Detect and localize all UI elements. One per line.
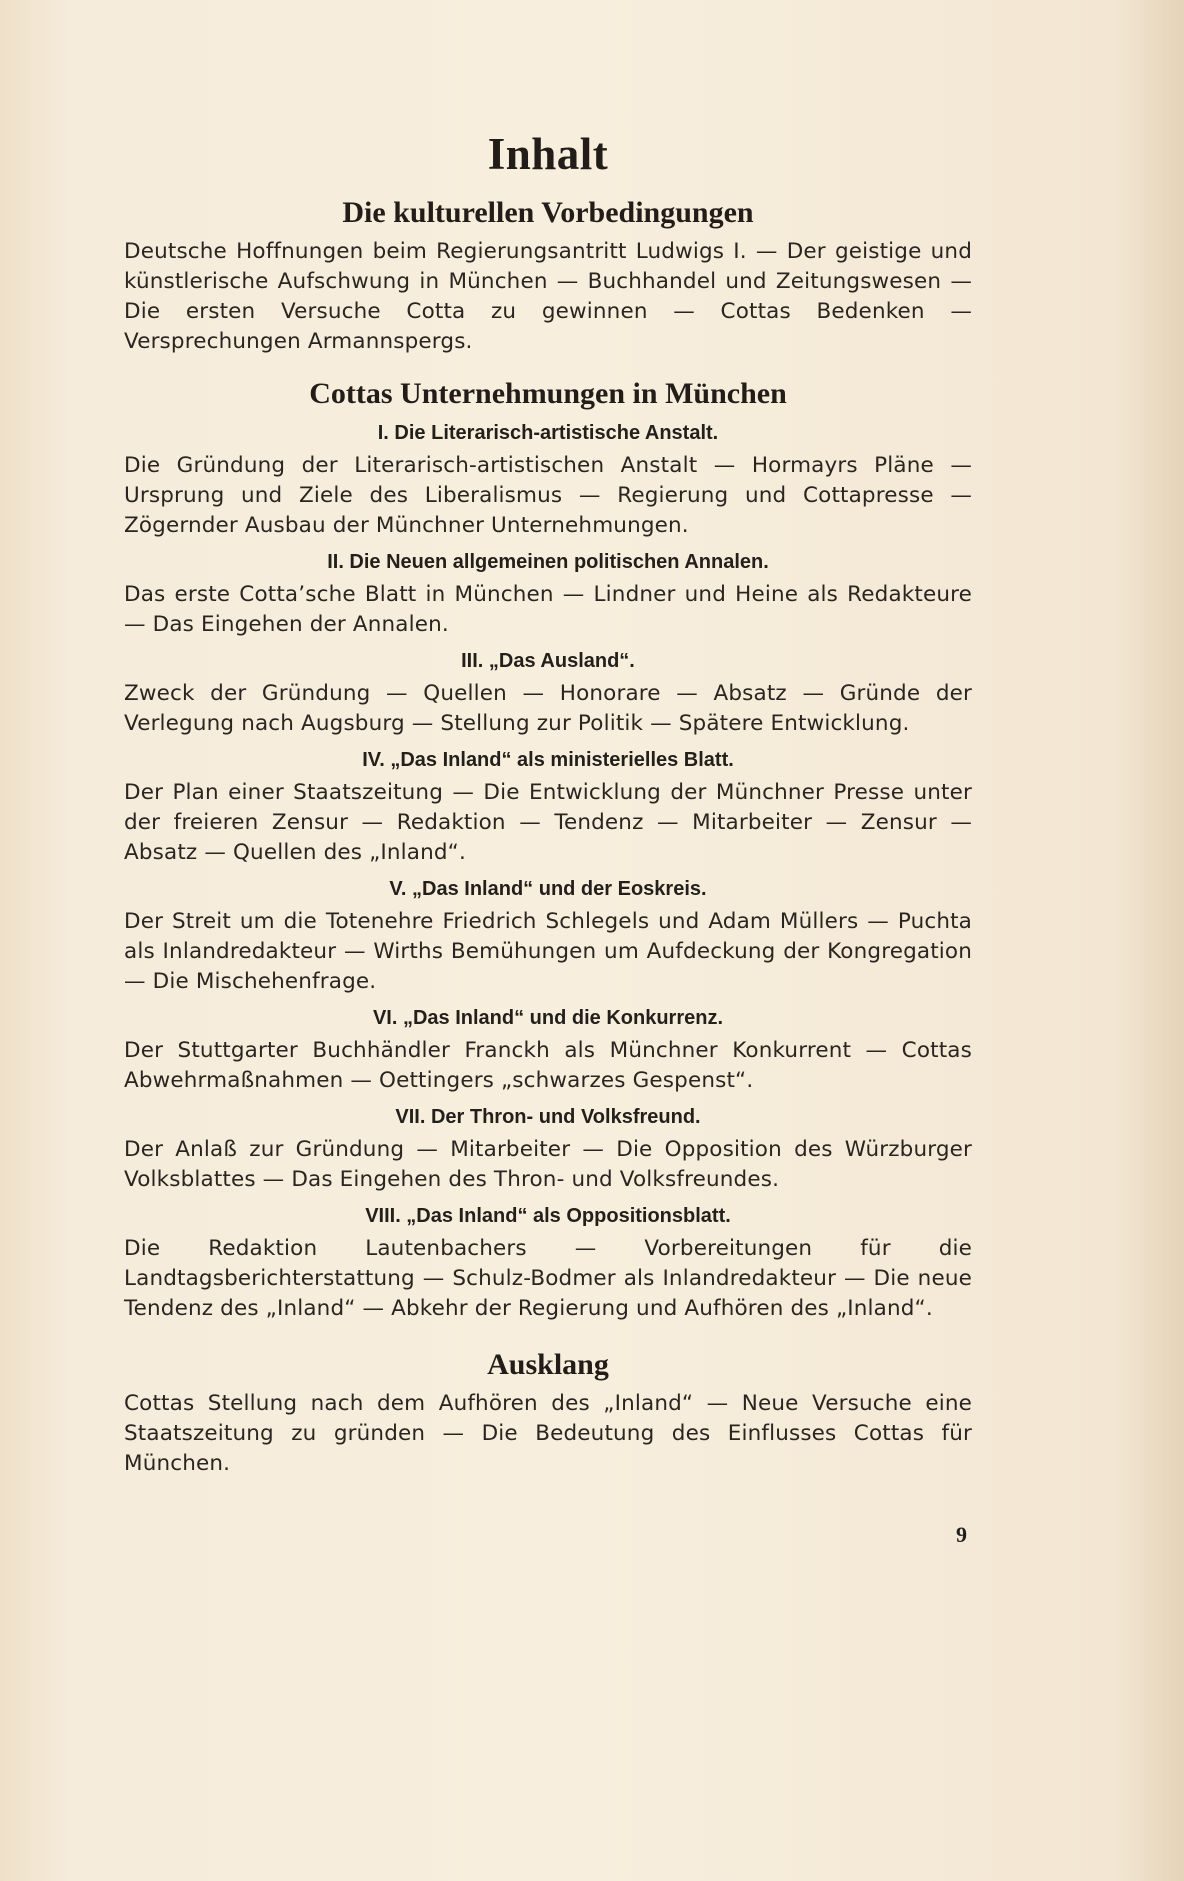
- table-of-contents: [124, 126, 972, 1485]
- section-title-unternehmungen: Cottas Unternehmungen in München: [309, 377, 787, 410]
- chapter-title-2: II. Die Neuen allgemeinen politischen Annalen.: [327, 551, 769, 573]
- chapter-title-4: IV. „Das Inland“ als ministerielles Blatt.: [362, 749, 734, 771]
- chapter-summary-1: Die Gründung der Literarisch-artistischen Anstalt — Hormayrs Pläne — Ursprung und Ziele des Liberalismus — Regierung und Cottapresse — Zögernder Ausbau der Münchner Unternehmungen.: [124, 453, 972, 538]
- chapter-summary-8: Die Redaktion Lautenbachers — Vorbereitungen für die Landtagsberichterstattung — Schulz-Bodmer als Inlandredakteur — Die neue Tendenz des „Inland“ — Abkehr der Regierung und Aufhören des „Inland“.: [124, 1236, 972, 1321]
- page-title: Inhalt: [487, 129, 609, 179]
- chapter-summary-4: Der Plan einer Staatszeitung — Die Entwicklung der Münchner Presse unter der freieren Zensur — Redaktion — Tendenz — Mitarbeiter — Zensur — Absatz — Quellen des „Inland“.: [124, 780, 972, 865]
- section-title-kulturellen: Die kulturellen Vorbedingungen: [342, 196, 754, 229]
- chapter-summary-5: Der Streit um die Totenehre Friedrich Schlegels und Adam Müllers — Puchta als Inlandredakteur — Wirths Bemühungen um Aufdeckung der Kongregation — Die Mischehenfrage.: [124, 909, 972, 994]
- chapter-summary-6: Der Stuttgarter Buchhändler Franckh als Münchner Konkurrent — Cottas Abwehrmaßnahmen — Oettingers „schwarzes Gespenst“.: [124, 1038, 972, 1093]
- chapter-title-6: VI. „Das Inland“ und die Konkurrenz.: [372, 1007, 724, 1029]
- chapter-title-1: I. Die Literarisch-artistische Anstalt.: [377, 422, 719, 444]
- page-number: 9: [956, 1522, 967, 1547]
- chapter-title-3: III. „Das Ausland“.: [461, 650, 635, 672]
- section-title-ausklang: Ausklang: [487, 1348, 609, 1381]
- chapter-summary-3: Zweck der Gründung — Quellen — Honorare — Absatz — Gründe der Verlegung nach Augsburg — Stellung zur Politik — Spätere Entwicklung.: [124, 681, 972, 736]
- chapter-title-8: VIII. „Das Inland“ als Oppositionsblatt.: [365, 1205, 731, 1227]
- section-summary-kulturellen: Deutsche Hoffnungen beim Regierungsantritt Ludwigs I. — Der geistige und künstlerische Aufschwung in München — Buchhandel und Zeitungswesen — Die ersten Versuche Cotta zu gewinnen — Cottas Bedenken — Versprechungen Armannspergs.: [124, 239, 972, 354]
- chapter-title-5: V. „Das Inland“ und der Eoskreis.: [389, 878, 707, 900]
- section-summary-ausklang: Cottas Stellung nach dem Aufhören des „Inland“ — Neue Versuche eine Staatszeitung zu gründen — Die Bedeutung des Einflusses Cottas für München.: [124, 1391, 972, 1476]
- chapter-summary-2: Das erste Cotta’sche Blatt in München — Lindner und Heine als Redakteure — Das Eingehen der Annalen.: [124, 582, 972, 637]
- chapter-title-7: VII. Der Thron- und Volksfreund.: [395, 1106, 701, 1128]
- chapter-summary-7: Der Anlaß zur Gründung — Mitarbeiter — Die Opposition des Würzburger Volksblattes — Das Eingehen des Thron- und Volksfreundes.: [124, 1137, 972, 1192]
